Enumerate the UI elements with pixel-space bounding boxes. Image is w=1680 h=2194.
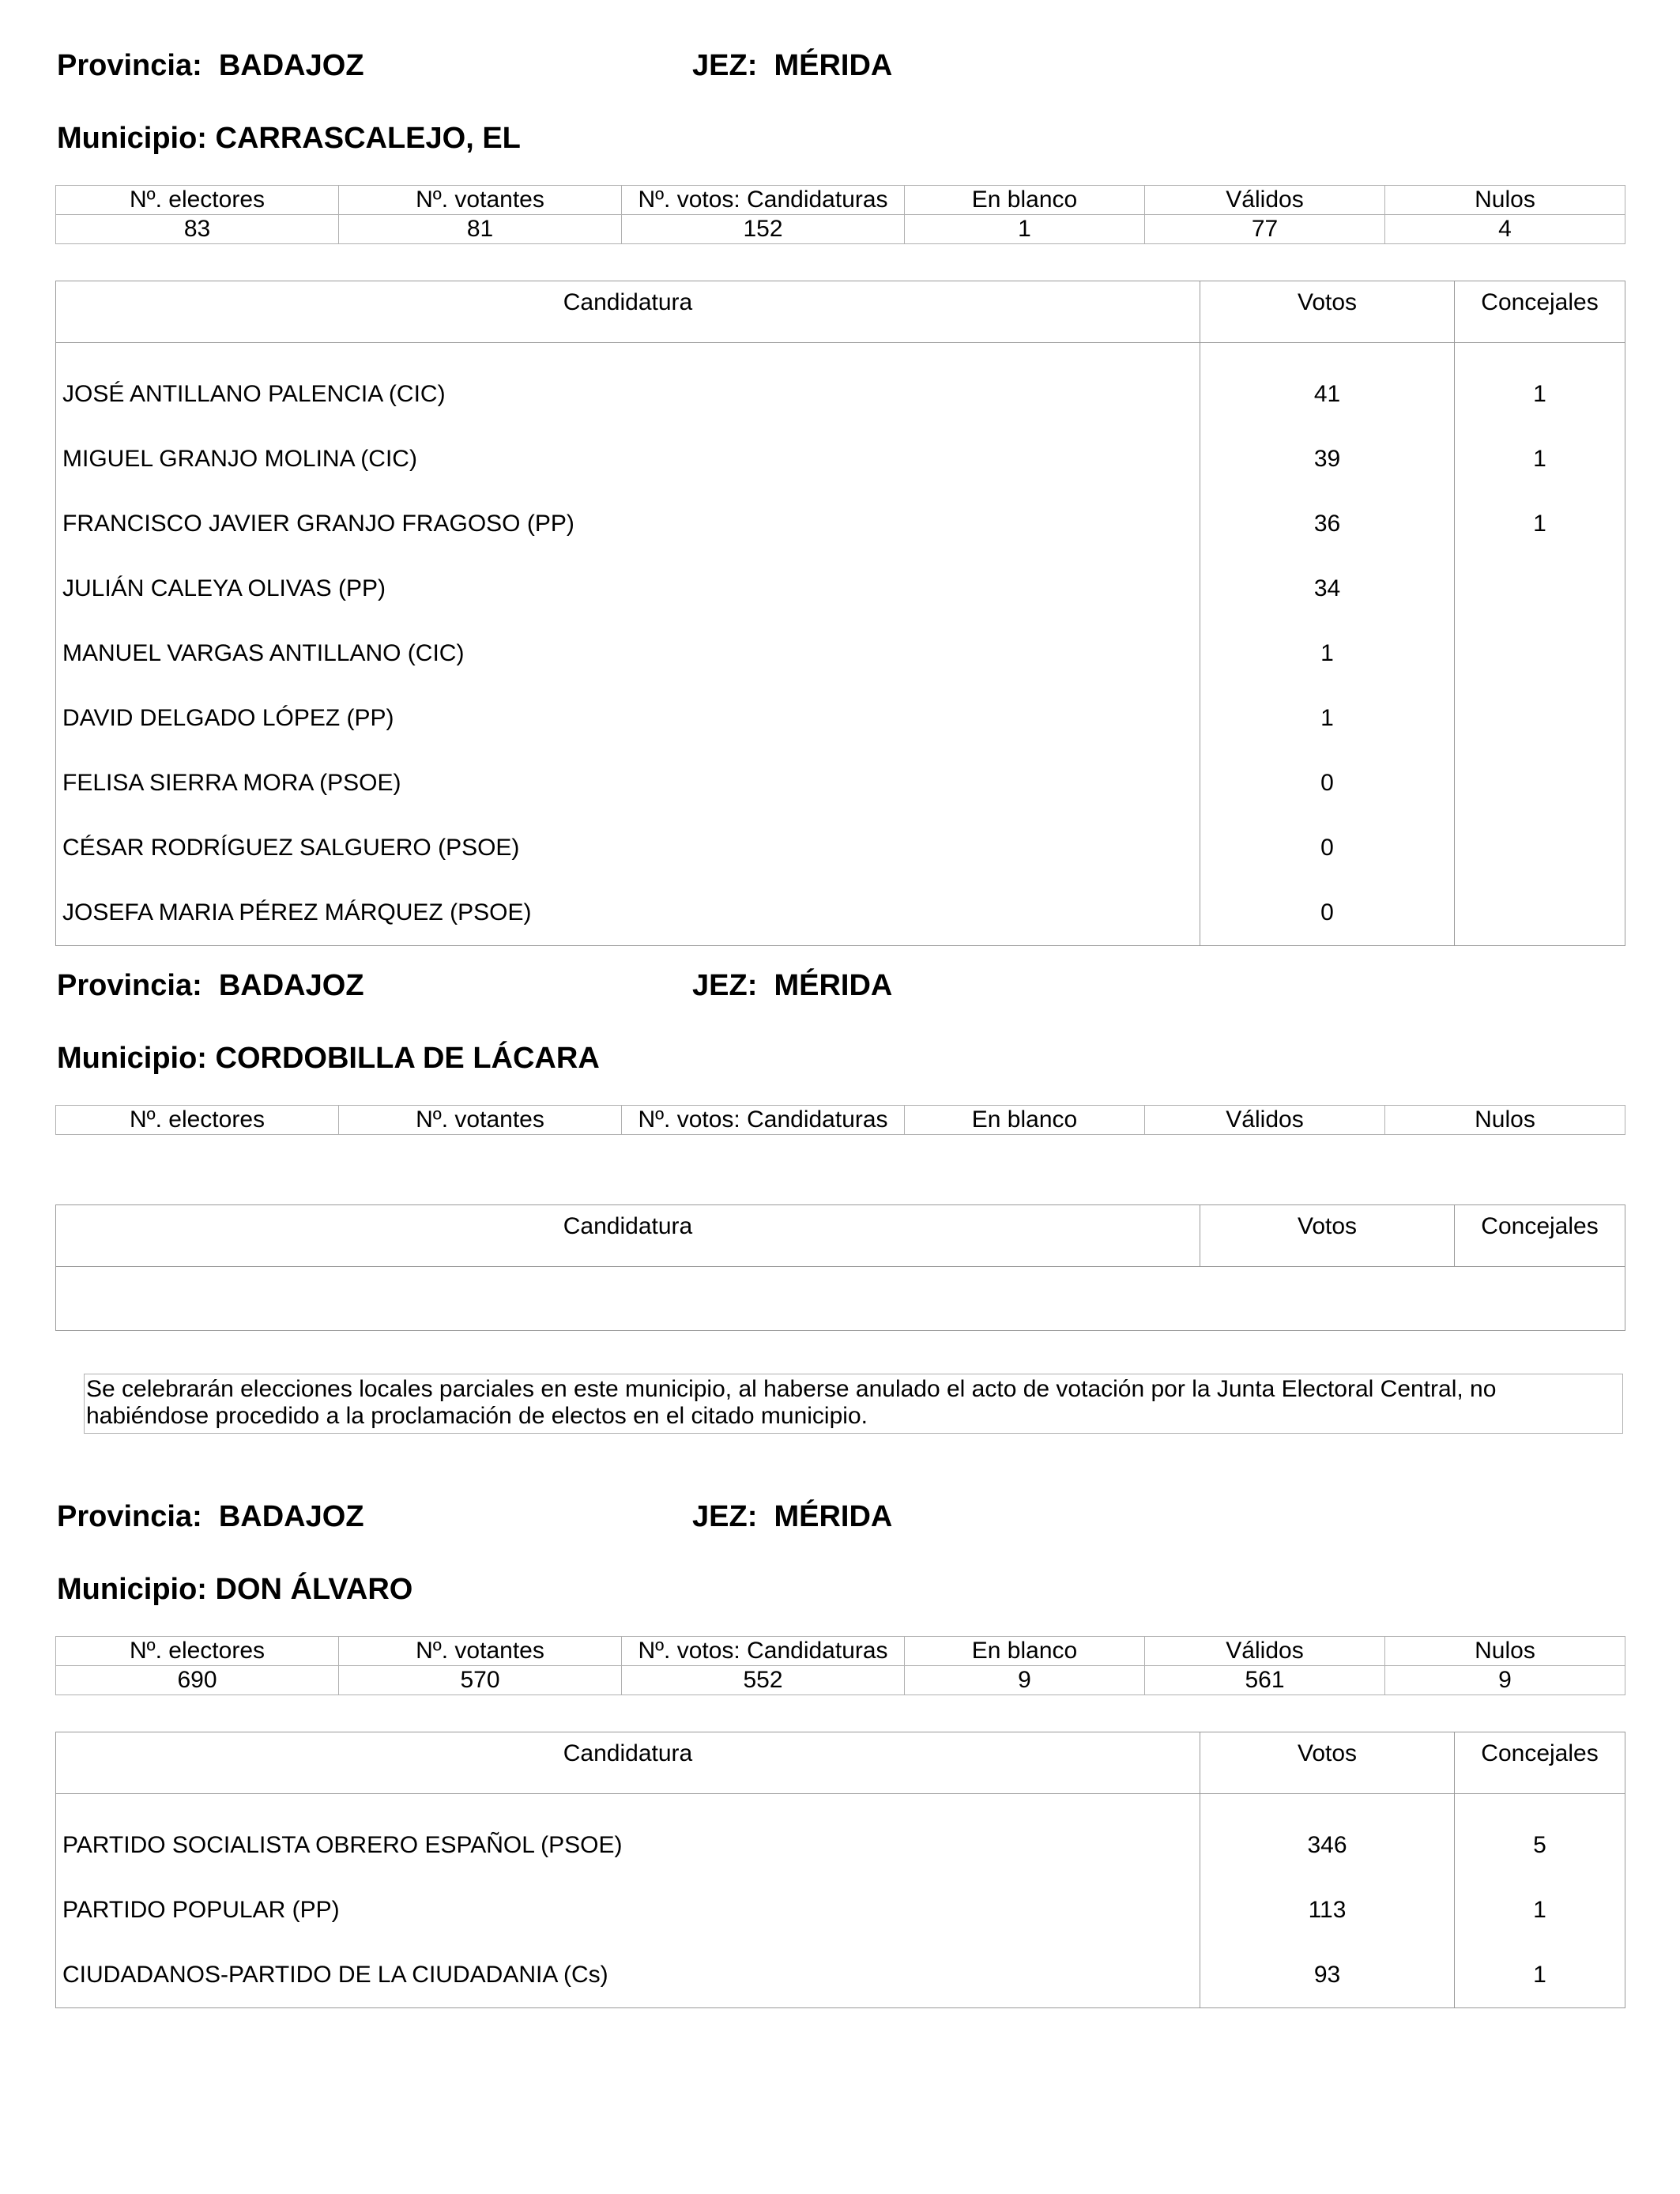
candidates-header-row (56, 281, 1625, 343)
candidate-concejales (1455, 751, 1625, 816)
table-row (56, 686, 1625, 751)
municipio-title: Municipio: DON ÁLVARO (57, 1573, 413, 1606)
stat-header: Nº. electores (56, 186, 339, 215)
stat-header: En blanco (905, 1106, 1145, 1135)
col-candidatura: Candidatura (56, 281, 1200, 343)
candidate-name: DAVID DELGADO LÓPEZ (PP) (56, 686, 1200, 751)
candidate-name: CÉSAR RODRÍGUEZ SALGUERO (PSOE) (56, 816, 1200, 880)
candidate-concejales (1455, 621, 1625, 686)
candidate-concejales: 1 (1455, 343, 1625, 428)
candidate-name: FELISA SIERRA MORA (PSOE) (56, 751, 1200, 816)
stats-value-row (56, 215, 1625, 244)
candidate-votos: 0 (1200, 751, 1455, 816)
municipio-title: Municipio: CARRASCALEJO, EL (57, 122, 521, 155)
notice-box (84, 1374, 1623, 1434)
table-row (56, 427, 1625, 492)
candidate-name: JULIÁN CALEYA OLIVAS (PP) (56, 556, 1200, 621)
candidate-votos: 36 (1200, 492, 1455, 556)
table-row (56, 492, 1625, 556)
table-row (56, 1943, 1625, 2008)
candidate-name: CIUDADANOS-PARTIDO DE LA CIUDADANIA (Cs) (56, 1943, 1200, 2008)
col-candidatura: Candidatura (56, 1732, 1200, 1794)
stat-header: Nº. votos: Candidaturas (622, 1106, 905, 1135)
provincia: Provincia: BADAJOZ (57, 969, 364, 1002)
stat-header: En blanco (905, 186, 1145, 215)
municipio-title: Municipio: CORDOBILLA DE LÁCARA (57, 1042, 600, 1075)
stat-header: Nº. votantes (339, 1106, 622, 1135)
col-concejales: Concejales (1455, 281, 1625, 343)
candidates-table (55, 281, 1625, 946)
empty-row (56, 1267, 1625, 1331)
stats-table (55, 185, 1625, 244)
stat-value: 4 (1385, 215, 1625, 244)
stat-header: Nº. votantes (339, 1637, 622, 1666)
candidate-votos: 41 (1200, 343, 1455, 428)
candidate-concejales (1455, 556, 1625, 621)
provincia: Provincia: BADAJOZ (57, 1500, 364, 1533)
stat-header: Nulos (1385, 1106, 1625, 1135)
stat-value: 570 (339, 1666, 622, 1695)
col-concejales: Concejales (1455, 1732, 1625, 1794)
stat-value: 77 (1145, 215, 1385, 244)
candidate-concejales: 1 (1455, 1878, 1625, 1943)
jez: JEZ: MÉRIDA (692, 49, 893, 82)
notice-line: Se celebrarán elecciones locales parciales en este municipio, al haberse anulado el acto de votación por la Junta Electoral Central, no (86, 1376, 1497, 1402)
stats-header-row (56, 186, 1625, 215)
stat-value: 9 (905, 1666, 1145, 1695)
candidate-name: JOSÉ ANTILLANO PALENCIA (CIC) (56, 343, 1200, 428)
table-row (56, 880, 1625, 946)
candidate-votos: 93 (1200, 1943, 1455, 2008)
stat-header: Nº. votantes (339, 186, 622, 215)
candidate-name: FRANCISCO JAVIER GRANJO FRAGOSO (PP) (56, 492, 1200, 556)
section-cordobilla (55, 969, 1625, 1429)
col-candidatura: Candidatura (56, 1205, 1200, 1267)
table-row (56, 751, 1625, 816)
candidate-votos: 1 (1200, 686, 1455, 751)
section-don-alvaro (55, 1500, 1625, 2008)
candidate-name: PARTIDO POPULAR (PP) (56, 1878, 1200, 1943)
stat-header: Válidos (1145, 186, 1385, 215)
stat-header: Nulos (1385, 186, 1625, 215)
stat-value: 152 (622, 215, 905, 244)
candidate-concejales: 5 (1455, 1794, 1625, 1879)
stat-value: 9 (1385, 1666, 1625, 1695)
section-carrascalejo (55, 49, 1625, 946)
candidate-concejales (1455, 686, 1625, 751)
section-header (55, 969, 1625, 1016)
section-header (55, 1500, 1625, 1547)
table-row (56, 816, 1625, 880)
stats-value-row (56, 1666, 1625, 1695)
col-votos: Votos (1200, 1205, 1455, 1267)
stat-value: 561 (1145, 1666, 1385, 1695)
candidate-votos: 39 (1200, 427, 1455, 492)
candidate-votos: 113 (1200, 1878, 1455, 1943)
stat-header: Nulos (1385, 1637, 1625, 1666)
stat-header: Nº. votos: Candidaturas (622, 186, 905, 215)
candidate-name: PARTIDO SOCIALISTA OBRERO ESPAÑOL (PSOE) (56, 1794, 1200, 1879)
candidate-concejales: 1 (1455, 427, 1625, 492)
stat-header: Nº. votos: Candidaturas (622, 1637, 905, 1666)
stats-header-row (56, 1637, 1625, 1666)
col-votos: Votos (1200, 281, 1455, 343)
stat-value: 552 (622, 1666, 905, 1695)
candidate-concejales (1455, 816, 1625, 880)
candidate-concejales (1455, 880, 1625, 946)
table-row (56, 621, 1625, 686)
table-row (56, 556, 1625, 621)
candidate-name: MANUEL VARGAS ANTILLANO (CIC) (56, 621, 1200, 686)
col-votos: Votos (1200, 1732, 1455, 1794)
candidate-votos: 0 (1200, 880, 1455, 946)
candidates-table (55, 1204, 1625, 1331)
candidate-concejales: 1 (1455, 1943, 1625, 2008)
table-row (56, 1878, 1625, 1943)
candidates-table (55, 1732, 1625, 2008)
stats-table (55, 1636, 1625, 1695)
table-row (56, 1794, 1625, 1879)
stat-header: Válidos (1145, 1106, 1385, 1135)
candidate-votos: 1 (1200, 621, 1455, 686)
stat-value: 1 (905, 215, 1145, 244)
stats-table (55, 1105, 1625, 1135)
candidate-votos: 34 (1200, 556, 1455, 621)
section-header (55, 49, 1625, 96)
candidates-header-row (56, 1205, 1625, 1267)
stat-header: Nº. electores (56, 1637, 339, 1666)
provincia: Provincia: BADAJOZ (57, 49, 364, 82)
jez: JEZ: MÉRIDA (692, 969, 893, 1002)
stat-header: En blanco (905, 1637, 1145, 1666)
stats-header-row (56, 1106, 1625, 1135)
stat-header: Nº. electores (56, 1106, 339, 1135)
stat-value: 81 (339, 215, 622, 244)
candidate-votos: 0 (1200, 816, 1455, 880)
table-row (56, 343, 1625, 428)
candidate-concejales: 1 (1455, 492, 1625, 556)
jez: JEZ: MÉRIDA (692, 1500, 893, 1533)
stat-value: 690 (56, 1666, 339, 1695)
candidate-votos: 346 (1200, 1794, 1455, 1879)
col-concejales: Concejales (1455, 1205, 1625, 1267)
candidates-header-row (56, 1732, 1625, 1794)
candidate-name: MIGUEL GRANJO MOLINA (CIC) (56, 427, 1200, 492)
stat-value: 83 (56, 215, 339, 244)
candidate-name: JOSEFA MARIA PÉREZ MÁRQUEZ (PSOE) (56, 880, 1200, 946)
stat-header: Válidos (1145, 1637, 1385, 1666)
notice-line: habiéndose procedido a la proclamación de electos en el citado municipio. (86, 1403, 868, 1429)
